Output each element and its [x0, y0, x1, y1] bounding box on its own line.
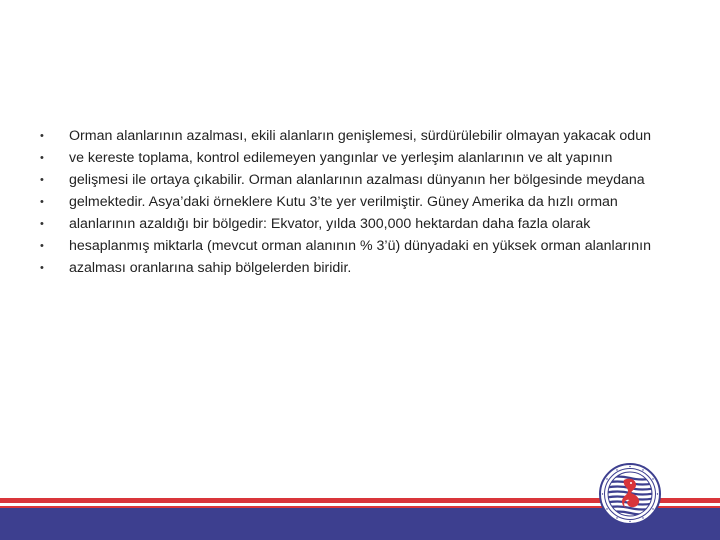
bullet-icon: •: [40, 152, 44, 164]
bullet-icon: •: [40, 262, 44, 274]
list-item: [40, 194, 680, 211]
bullet-icon: •: [40, 130, 44, 142]
bullet-text: gelmektedir. Asya’daki örneklere Kutu 3’te yer verilmiştir. Güney Amerika da hızlı orman: [69, 194, 618, 210]
list-item: [40, 260, 680, 277]
bullet-icon: •: [40, 174, 44, 186]
list-item: [40, 238, 680, 255]
bullet-icon: •: [40, 240, 44, 252]
list-item: [40, 172, 680, 189]
list-item: [40, 128, 680, 145]
bullet-text: Orman alanlarının azalması, ekili alanların genişlemesi, sürdürülebilir olmayan yakacak odun: [69, 128, 651, 144]
list-item: [40, 150, 680, 167]
bullet-text: gelişmesi ile ortaya çıkabilir. Orman alanlarının azalması dünyanın her bölgesinde meydana: [69, 172, 645, 188]
bullet-list: [40, 128, 680, 282]
bullet-text: azalması oranlarına sahip bölgelerden biridir.: [69, 260, 352, 276]
list-item: [40, 216, 680, 233]
bullet-text: hesaplanmış miktarla (mevcut orman alanının % 3’ü) dünyadaki en yüksek orman alanlarının: [69, 238, 651, 254]
bullet-text: alanlarının azaldığı bir bölgedir: Ekvator, yılda 300,000 hektardan daha fazla olarak: [69, 216, 591, 232]
bullet-icon: •: [40, 218, 44, 230]
university-seal-icon: [598, 462, 662, 526]
bullet-icon: •: [40, 196, 44, 208]
bullet-text: ve kereste toplama, kontrol edilemeyen yangınlar ve yerleşim alanlarının ve alt yapının: [69, 150, 613, 166]
